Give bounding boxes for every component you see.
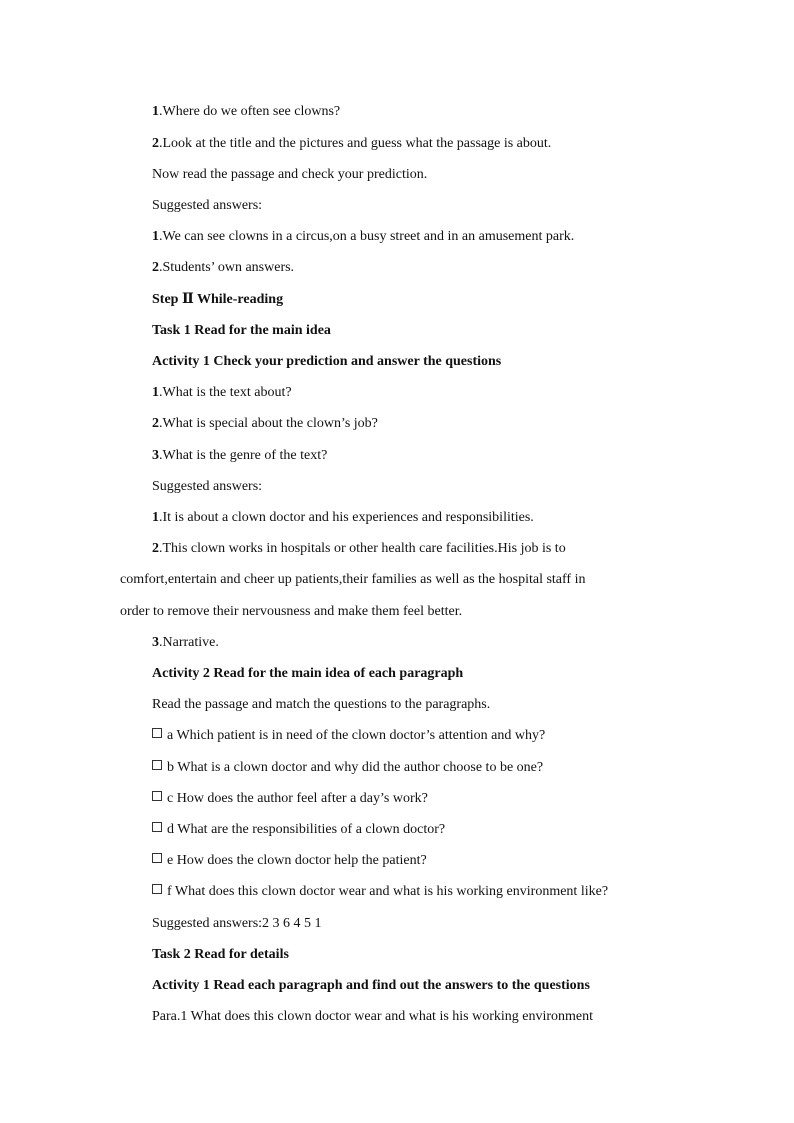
checkbox-icon	[152, 884, 162, 894]
activity-2-heading: Activity 2 Read for the main idea of each paragraph	[152, 666, 464, 681]
match-item-text: e How does the clown doctor help the patient?	[167, 853, 427, 868]
activity-1-answer-3	[152, 634, 219, 652]
warmup-instruction: Now read the passage and check your prediction.	[152, 167, 428, 182]
suggested-answers-label: Suggested answers:	[152, 198, 263, 213]
activity-1-question-3	[152, 447, 327, 465]
activity-1-answer-2-line-2: comfort,entertain and cheer up patients,their families as well as the hospital staff in	[120, 572, 586, 587]
checkbox-icon	[152, 728, 162, 738]
checkbox-icon	[152, 791, 162, 801]
task-2-activity-1-heading: Activity 1 Read each paragraph and find out the answers to the questions	[152, 978, 590, 993]
match-item-text: a Which patient is in need of the clown doctor’s attention and why?	[167, 728, 546, 743]
checkbox-icon	[152, 853, 162, 863]
activity-2-instruction: Read the passage and match the questions to the paragraphs.	[152, 697, 491, 712]
activity-1-answer-2-line-1	[152, 540, 566, 558]
warmup-question-2	[152, 135, 551, 153]
number: 2	[152, 136, 159, 151]
warmup-answer-2	[152, 259, 294, 277]
number: 3	[152, 448, 159, 463]
activity-1-answer-1	[152, 509, 534, 527]
question-text: .What is special about the clown’s job?	[159, 416, 378, 431]
match-item-b	[152, 759, 543, 777]
match-item-d	[152, 821, 445, 839]
activity-1-heading: Activity 1 Check your prediction and answer the questions	[152, 354, 502, 369]
warmup-answer-1	[152, 228, 574, 246]
task-1-heading: Task 1 Read for the main idea	[152, 323, 331, 338]
suggested-answers-label: Suggested answers:	[152, 479, 263, 494]
match-item-c	[152, 790, 428, 808]
question-text: .What is the genre of the text?	[159, 448, 328, 463]
match-item-a	[152, 727, 545, 745]
question-text: .Look at the title and the pictures and guess what the passage is about.	[159, 136, 552, 151]
task-2-heading: Task 2 Read for details	[152, 947, 289, 962]
warmup-question-1	[152, 103, 340, 121]
answer-text: .We can see clowns in a circus,on a busy street and in an amusement park.	[159, 229, 575, 244]
number: 1	[152, 510, 159, 525]
checkbox-icon	[152, 822, 162, 832]
number: 1	[152, 104, 159, 119]
number: 3	[152, 635, 159, 650]
number: 2	[152, 541, 159, 556]
question-text: .Where do we often see clowns?	[159, 104, 341, 119]
match-item-text: f What does this clown doctor wear and what is his working environment like?	[167, 884, 609, 899]
number: 2	[152, 416, 159, 431]
step-2-heading: Step Ⅱ While-reading	[152, 292, 284, 307]
answer-text: .This clown works in hospitals or other health care facilities.His job is to	[159, 541, 566, 556]
match-item-e	[152, 852, 427, 870]
activity-1-question-1	[152, 384, 292, 402]
number: 2	[152, 260, 159, 275]
question-text: .What is the text about?	[159, 385, 292, 400]
number: 1	[152, 229, 159, 244]
checkbox-icon	[152, 760, 162, 770]
answer-text: .Students’ own answers.	[159, 260, 295, 275]
match-item-f	[152, 883, 608, 901]
match-item-text: b What is a clown doctor and why did the author choose to be one?	[167, 760, 544, 775]
match-item-text: c How does the author feel after a day’s work?	[167, 791, 428, 806]
answer-text: .It is about a clown doctor and his experiences and responsibilities.	[159, 510, 534, 525]
number: 1	[152, 385, 159, 400]
activity-2-answers: Suggested answers:2 3 6 4 5 1	[152, 916, 322, 931]
activity-1-question-2	[152, 415, 378, 433]
para-1-question: Para.1 What does this clown doctor wear and what is his working environment	[152, 1009, 594, 1024]
match-item-text: d What are the responsibilities of a clown doctor?	[167, 822, 446, 837]
activity-1-answer-2-line-3: order to remove their nervousness and make them feel better.	[120, 604, 463, 619]
answer-text: .Narrative.	[159, 635, 219, 650]
